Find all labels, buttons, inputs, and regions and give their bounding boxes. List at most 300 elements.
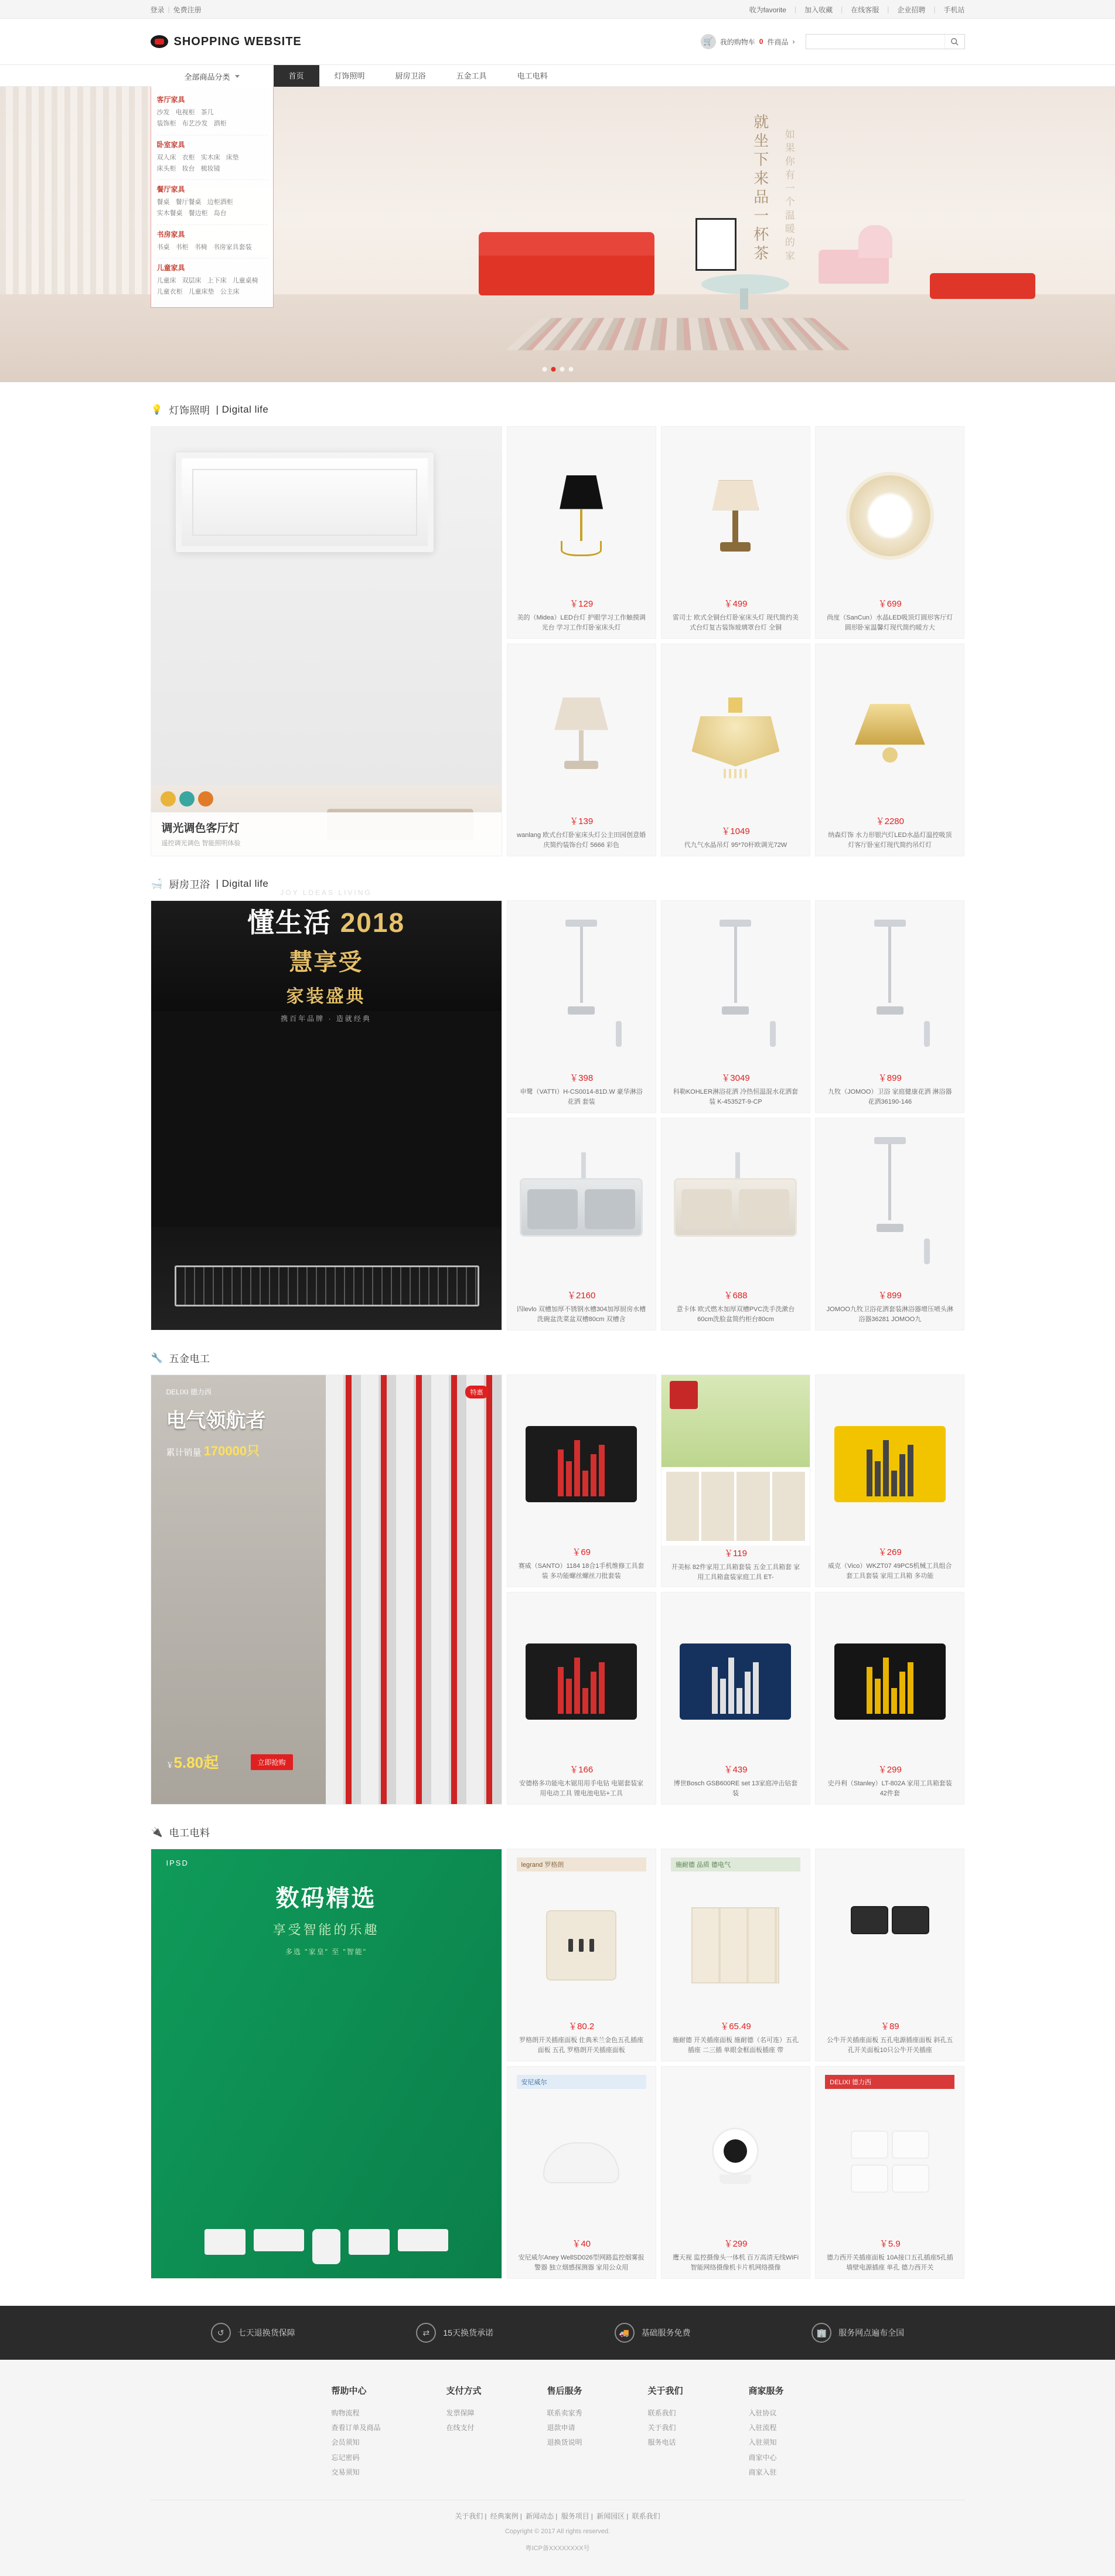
category-link[interactable]: 餐桌 (156, 199, 170, 206)
footer-column-title: 售后服务 (547, 2386, 582, 2396)
footer-column-title: 关于我们 (647, 2386, 683, 2396)
banner-price-value: 5.80起 (173, 1754, 219, 1771)
product-price: ￥139 (570, 816, 594, 826)
category-link[interactable]: 儿童衣柜 (156, 288, 183, 295)
section-title: 五金电工 (169, 1353, 210, 1364)
banner-sales-label: 累计销量 (166, 1448, 202, 1458)
product-price: ￥5.9 (879, 2239, 901, 2249)
product-image (517, 909, 646, 1070)
footer-column-help (331, 2384, 380, 2480)
category-link[interactable]: 双层床 (182, 277, 202, 284)
section-title: 灯饰照明 (169, 405, 210, 416)
product-desc: 尚度（SanCun）水晶LED吸顶灯圆形客厅灯圆形卧室温馨灯现代简约暖方大 (827, 614, 953, 631)
footer-link[interactable]: 入驻须知 (748, 2438, 777, 2447)
product-card[interactable] (815, 1849, 964, 2061)
category-link[interactable]: 岛台 (213, 210, 227, 217)
lamp-stem-decor (579, 730, 584, 761)
section-banner-electrical[interactable] (151, 1849, 502, 2279)
copyright-link[interactable]: 新闻动态 (526, 2512, 554, 2520)
banner-brand: IPSD (166, 1859, 189, 1867)
topbar-left-links (151, 5, 202, 15)
product-price: ￥3049 (721, 1073, 750, 1083)
feature-label: 七天退换货保障 (237, 2328, 295, 2337)
toolcase-decor (526, 1426, 637, 1502)
category-link[interactable]: 床头柜 (156, 165, 176, 172)
copyright-links: 关于我们 | 经典案例 | 新闻动态 | 服务项目 | 新闻园区 | 联系我们 (455, 2512, 660, 2520)
product-desc: wanlang 欧式台灯卧室床头灯公主田园创意婚庆简约装饰台灯 5666 彩色 (517, 832, 646, 849)
footer-link[interactable]: 入驻协议 (748, 2409, 777, 2417)
smoke-detector-decor (543, 2142, 619, 2183)
section-banner-kitchen[interactable] (151, 889, 502, 1330)
category-link[interactable]: 书桌 (156, 243, 170, 251)
footer-link[interactable]: 联系卖家秀 (547, 2409, 582, 2417)
search-form (806, 34, 965, 49)
banner-header (151, 889, 502, 1023)
copyright-link[interactable]: 联系我们 (632, 2512, 660, 2520)
category-group (157, 258, 267, 303)
product-image (671, 1127, 800, 1288)
product-price: ￥699 (878, 599, 902, 609)
promo-top-decor (662, 1375, 810, 1467)
list-item (749, 2465, 784, 2480)
footer-link-list (446, 2406, 481, 2435)
shower-valve-decor (877, 1006, 903, 1015)
ottoman-decor (930, 273, 1035, 299)
product-desc: 科勒KOHLER淋浴花洒 冷热恒温混水花洒套装 K-45352T-9-CP (673, 1088, 799, 1105)
product-price: ￥40 (572, 2239, 591, 2249)
product-card[interactable] (507, 2066, 656, 2279)
banner-label (151, 812, 502, 856)
footer-link[interactable]: 在线支付 (446, 2424, 475, 2432)
copyright-text: Copyright © 2017 All rights reserved. (504, 2527, 611, 2535)
product-image (671, 2075, 800, 2236)
logo-mark-icon (151, 35, 168, 48)
product-image (517, 1383, 646, 1544)
category-link[interactable]: 书椅 (194, 243, 207, 251)
nav-item-lighting[interactable]: 灯饰照明 (334, 72, 365, 80)
product-card[interactable] (661, 1592, 810, 1805)
login-link[interactable]: 登录 (150, 5, 165, 14)
banner-ceiling-lamp-decor (176, 452, 434, 552)
divider: | (168, 5, 170, 13)
category-link[interactable]: 上下床 (207, 277, 227, 284)
header-right (701, 34, 965, 49)
product-card[interactable] (507, 1374, 656, 1587)
copyright-link[interactable]: 新闻园区 (596, 2512, 625, 2520)
product-image (517, 2089, 646, 2236)
hero-copy (719, 114, 824, 267)
banner-sales-line (166, 1441, 266, 1459)
product-price: ￥1049 (721, 826, 750, 836)
nav-item-electrical[interactable]: 电工电料 (517, 72, 548, 80)
toolcase-decor (834, 1426, 946, 1502)
category-group (157, 180, 267, 225)
footer-link[interactable]: 会员须知 (331, 2438, 360, 2447)
shower-head-decor (874, 1137, 906, 1144)
banner-year: 2018 (340, 907, 405, 938)
product-image (517, 1871, 646, 2019)
product-brand-bar: 施耐德 品质 德电气 (671, 1857, 800, 1871)
product-image (825, 1857, 954, 2019)
hand-shower-decor (770, 1021, 776, 1047)
feature-label: 15天换货承诺 (443, 2328, 493, 2337)
shower-head-decor (874, 920, 906, 927)
footer-column-title: 商家服务 (748, 2386, 784, 2396)
gold-chandelier-decor (855, 704, 925, 745)
footer-link[interactable]: 忘记密码 (331, 2453, 360, 2462)
promo-bottom-decor (662, 1467, 810, 1546)
category-group-title: 儿童家具 (156, 263, 185, 272)
product-desc: 开美标 82件家用工具箱套装 五金工具箱套 家用工具箱盒装家庭工具 ET- (671, 1564, 800, 1581)
topbar-link-favorite[interactable]: 收为favorite (749, 5, 786, 14)
crystal-drops-decor (691, 769, 779, 778)
shower-valve-decor (568, 1006, 595, 1015)
product-image (662, 1375, 810, 1546)
product-price: ￥69 (572, 1547, 591, 1557)
product-price: ￥299 (724, 2239, 748, 2249)
category-links (157, 152, 267, 175)
shower-pipe-decor (734, 927, 737, 1003)
shower-valve-decor (877, 1224, 903, 1232)
footer-link[interactable]: 购物流程 (331, 2409, 360, 2417)
product-price: ￥269 (878, 1547, 902, 1557)
category-link[interactable]: 儿童桌椅 (232, 277, 258, 284)
list-item (749, 2451, 784, 2465)
product-brand-bar: DELIXI 德力西 (825, 2075, 954, 2089)
sofa-decor (479, 252, 654, 295)
nav-item-home[interactable]: 首页 (274, 65, 319, 87)
section-title: 厨房卫浴 (169, 879, 210, 890)
product-grid (151, 889, 965, 1330)
section-header (151, 402, 965, 426)
list-item (446, 2406, 481, 2421)
banner-top-en: JOY LDEAS LIVING (280, 889, 372, 897)
site-header (0, 19, 1115, 64)
footer-column-merchant (749, 2384, 784, 2480)
list-item (446, 2421, 481, 2435)
feature-item (416, 2323, 493, 2343)
category-link[interactable]: 餐边柜 (188, 210, 208, 217)
lampshade-decor (712, 480, 759, 511)
product-image (671, 1871, 800, 2019)
shower-pipe-decor (888, 927, 891, 1003)
carousel-dot[interactable] (542, 367, 547, 372)
search-input[interactable] (806, 35, 944, 49)
product-desc: JOMOO九牧卫浴花洒套装淋浴器增压喷头淋浴器36281 JOMOO九 (826, 1306, 953, 1323)
breaker-decor (326, 1375, 502, 1804)
camera-stand-decor (720, 2175, 751, 2184)
hand-shower-decor (924, 1238, 930, 1264)
banner-price: ￥5.80起 (166, 1754, 219, 1771)
product-desc: 安德格多功能电木锯用用手电钻 电锯套装家用电动工具 锂电池电钻+工具 (519, 1780, 644, 1797)
product-desc: 九牧（JOMOO）卫浴 家庭健康花洒 淋浴器花洒36190-146 (828, 1088, 952, 1105)
list-item (331, 2421, 380, 2435)
category-link[interactable]: 沙发 (156, 109, 170, 116)
footer-link[interactable]: 联系我们 (647, 2409, 676, 2417)
shower-valve-decor (722, 1006, 749, 1015)
feature-label: 服务网点遍布全国 (838, 2328, 905, 2337)
banner-sub: 携百年品牌 · 造就经典 (281, 1015, 371, 1023)
product-card[interactable] (815, 644, 964, 856)
banner-line2: 慧享受 (289, 950, 363, 975)
product-grid (151, 1849, 965, 2279)
footer-link[interactable]: 交易须知 (331, 2468, 360, 2476)
lamp-base-decor (561, 541, 602, 556)
footer-link[interactable]: 商家入驻 (748, 2468, 777, 2476)
carousel-dot-active[interactable] (551, 367, 555, 372)
chandelier-body-decor (691, 716, 779, 767)
banner-header (151, 1880, 502, 1956)
product-image (825, 652, 954, 814)
section-header (151, 876, 965, 900)
product-desc: 纳森灯饰 水力形银汽灯LED水晶灯温控吸顶灯客厅卧室灯现代简约吊灯灯 (828, 832, 952, 849)
lamp-base-decor (720, 542, 751, 552)
toolcase-decor (526, 1643, 637, 1720)
category-link[interactable]: 书房家具套装 (213, 243, 252, 251)
footer-columns (151, 2384, 965, 2480)
category-link[interactable]: 书柜 (175, 243, 189, 251)
product-brand-bar: 安尼威尔 (517, 2075, 646, 2089)
store-icon: 🏢 (811, 2323, 831, 2343)
product-card[interactable] (815, 1118, 964, 1330)
category-link[interactable]: 电视柜 (175, 109, 195, 116)
register-link[interactable]: 免费注册 (173, 5, 202, 14)
divider: | (841, 5, 843, 13)
category-link[interactable]: 公主床 (220, 288, 240, 295)
feature-item (615, 2323, 691, 2343)
product-card[interactable] (507, 1118, 656, 1330)
product-desc: 威克（Vico）WKZT07 49PC5机械工具组合 套工具套装 家用工具箱 多功能 (828, 1563, 952, 1580)
category-link[interactable]: 儿童床垫 (188, 288, 214, 295)
shower-pipe-decor (888, 1144, 891, 1220)
product-price: ￥499 (724, 599, 748, 609)
category-link[interactable]: 餐厅餐桌 (175, 199, 202, 206)
footer-link-list (547, 2406, 582, 2451)
category-link[interactable]: 衣柜 (182, 154, 195, 161)
product-card[interactable] (815, 2066, 964, 2279)
product-price: ￥2280 (875, 816, 904, 826)
product-brand-bar: legrand 罗格朗 (517, 1857, 646, 1871)
main-nav (0, 64, 1115, 87)
footer-column-payment (446, 2384, 481, 2480)
product-card[interactable] (815, 1592, 964, 1805)
all-categories-button[interactable] (151, 65, 274, 87)
product-image (671, 435, 800, 596)
banner-line2: 享受智能的乐趣 (272, 1922, 380, 1937)
footer-link[interactable]: 关于我们 (647, 2424, 676, 2432)
toolcase-decor (834, 1643, 946, 1720)
product-desc: 史丹利（Stanley）LT-802A 家用工具箱套装42件套 (827, 1780, 952, 1797)
copyright-link[interactable]: 服务项目 (561, 2512, 589, 2520)
product-card[interactable] (661, 426, 810, 639)
product-desc: 代九气水晶吊灯 95*70杆欧调光72W (684, 841, 787, 849)
nav-items (274, 65, 563, 87)
footer-link[interactable]: 发票保障 (446, 2409, 475, 2417)
footer-column-title: 支付方式 (446, 2386, 482, 2396)
product-image (671, 652, 800, 823)
category-link[interactable]: 双人床 (156, 154, 176, 161)
list-item (648, 2421, 683, 2435)
product-card[interactable] (661, 1374, 810, 1587)
copyright-bar (151, 2500, 965, 2570)
plug-icon: 🔌 (151, 1827, 163, 1837)
product-grid (151, 426, 965, 856)
cart-count: 0 (759, 38, 763, 46)
hero-banner[interactable] (0, 87, 1115, 382)
footer-link[interactable]: 退换货说明 (547, 2438, 582, 2447)
product-price: ￥688 (724, 1291, 748, 1301)
category-link[interactable]: 床垫 (226, 154, 239, 161)
carousel-dot[interactable] (560, 367, 564, 372)
footer-link[interactable]: 服务电话 (647, 2438, 676, 2447)
carousel-dots[interactable] (542, 367, 573, 372)
product-card[interactable] (815, 1374, 964, 1587)
product-card[interactable] (661, 2066, 810, 2279)
banner-sub: 多选 "家皇" 至 "智能" (285, 1948, 367, 1956)
topbar-link-service[interactable]: 在线客服 (851, 5, 879, 14)
topbar-link-jobs[interactable]: 企业招聘 (897, 5, 926, 14)
footer-link[interactable]: 查看订单及商品 (331, 2424, 381, 2432)
product-card[interactable] (661, 1849, 810, 2061)
product-card[interactable] (507, 426, 656, 639)
lamp-base-decor (564, 761, 598, 769)
footer-column-aftersales (547, 2384, 582, 2480)
sink-tap-decor (581, 1152, 586, 1179)
category-link[interactable]: 实木餐桌 (156, 210, 183, 217)
product-card[interactable] (661, 1118, 810, 1330)
category-link[interactable]: 妆台 (182, 165, 195, 172)
category-link[interactable]: 酒柜 (213, 120, 227, 128)
category-link[interactable]: 实木床 (200, 154, 220, 161)
footer-link-list (331, 2406, 380, 2480)
sink-bowl-decor (674, 1178, 797, 1237)
product-card[interactable] (815, 900, 964, 1113)
category-group (157, 90, 267, 135)
product-image (671, 909, 800, 1070)
site-logo[interactable] (151, 35, 302, 49)
product-image (825, 1127, 954, 1288)
features-bar (0, 2306, 1115, 2360)
armchair-decor (819, 250, 889, 284)
product-image (517, 435, 646, 596)
section-hardware (151, 1330, 965, 1805)
badge-orange-icon (198, 791, 213, 807)
banner-line3: 家装盛典 (286, 987, 366, 1006)
section-banner-lighting[interactable] (151, 426, 502, 856)
product-card[interactable] (661, 900, 810, 1113)
product-price: ￥439 (724, 1765, 748, 1775)
category-group (157, 135, 267, 181)
list-item (749, 2406, 784, 2421)
gold-ball-decor (882, 747, 898, 763)
category-link[interactable]: 布艺沙发 (182, 120, 208, 128)
product-price: ￥129 (570, 599, 594, 609)
topbar-link-mobile[interactable]: 手机站 (943, 5, 965, 14)
category-link[interactable]: 边柜酒柜 (207, 199, 233, 206)
product-card[interactable] (815, 426, 964, 639)
chevron-right-icon: › (792, 38, 795, 46)
truck-icon: 🚚 (615, 2323, 635, 2343)
product-desc: 申鹭（VATTI）H-CS0014-81D.W 豪华淋浴 花洒 套装 (520, 1088, 643, 1105)
hero-copy-small: 如果你有一个温暖的家 (783, 129, 795, 264)
category-link[interactable]: 茶几 (200, 109, 214, 116)
category-link[interactable]: 儿童床 (156, 277, 176, 284)
copyright-link[interactable]: 关于我们 (455, 2512, 483, 2520)
category-links (157, 197, 267, 220)
rug-decor (505, 318, 850, 351)
footer-column-about (648, 2384, 683, 2480)
category-link[interactable]: 装饰柜 (156, 120, 176, 128)
banner-buy-button[interactable]: 立即抢购 (251, 1754, 293, 1770)
hand-shower-decor (924, 1021, 930, 1047)
product-desc: 博世Bosch GSB600RE set 13家庭冲击钻套装 (673, 1780, 798, 1797)
badge-gold-icon (161, 791, 176, 807)
product-price: ￥166 (570, 1765, 594, 1775)
search-button[interactable] (944, 35, 964, 49)
top-bar (0, 0, 1115, 19)
cart-widget[interactable] (701, 34, 795, 49)
product-price: ￥65.49 (720, 2022, 751, 2031)
cart-label-post: 件商品 (767, 38, 789, 46)
product-desc: 雷司士 欧式全铜台灯卧室床头灯 现代简约美式台灯复古装饰玻璃罩台灯 全铜 (672, 614, 799, 631)
footer-link[interactable]: 退款申请 (547, 2424, 575, 2432)
category-link[interactable]: 梳妆镜 (200, 165, 220, 172)
lampshade-decor (554, 697, 608, 730)
divider: | (933, 5, 936, 13)
footer-link[interactable]: 入驻流程 (748, 2424, 777, 2432)
kitchen-icon: 🛁 (151, 879, 163, 889)
exchange-icon: ⇄ (416, 2323, 436, 2343)
product-grid (151, 1374, 965, 1805)
product-card[interactable] (507, 1592, 656, 1805)
banner-line1 (247, 901, 405, 940)
banner-title: 电气领航者 (166, 1410, 266, 1432)
all-categories-label: 全部商品分类 (184, 72, 230, 81)
product-desc: 公牛开关插座面板 五孔电源插座面板 斜孔五孔开关面板10只公牛开关插座 (827, 2037, 953, 2054)
lamp-stem-decor (732, 511, 738, 542)
copyright-link[interactable]: 经典案例 (490, 2512, 519, 2520)
nav-item-hardware[interactable]: 五金工具 (456, 72, 487, 80)
topbar-link-collect[interactable]: 加入收藏 (804, 5, 833, 14)
banner-title-block (166, 1404, 266, 1459)
socket-decor (546, 1910, 616, 1981)
plug-decor (846, 2131, 934, 2195)
banner-subtitle: 遥控调光调色 智能照明体验 (161, 840, 241, 847)
product-card[interactable] (507, 900, 656, 1113)
section-banner-hardware[interactable] (151, 1374, 502, 1805)
product-card[interactable] (507, 644, 656, 856)
list-item (331, 2451, 380, 2465)
list-item (547, 2406, 582, 2421)
carousel-dot[interactable] (568, 367, 573, 372)
list-item (648, 2406, 683, 2421)
banner-products-decor (151, 2229, 502, 2264)
banner-badges (161, 791, 213, 807)
product-card[interactable] (507, 1849, 656, 2061)
section-header (151, 1350, 965, 1374)
product-card[interactable] (661, 644, 810, 856)
nav-item-kitchen[interactable]: 厨房卫浴 (395, 72, 426, 80)
banner-tag: 特惠 (465, 1386, 489, 1398)
socket-wall-decor (691, 1907, 779, 1983)
footer-column-title: 帮助中心 (331, 2386, 367, 2396)
lampshade-decor (560, 475, 603, 509)
plug-decor (846, 1906, 934, 1971)
product-image (825, 435, 954, 596)
footer-link-list (648, 2406, 683, 2451)
product-desc: 赛威（SANTO）1184 18合1手机维修工具套装 多功能螺丝螺丝刀批套装 (518, 1563, 645, 1580)
footer-link[interactable]: 商家中心 (748, 2453, 777, 2462)
